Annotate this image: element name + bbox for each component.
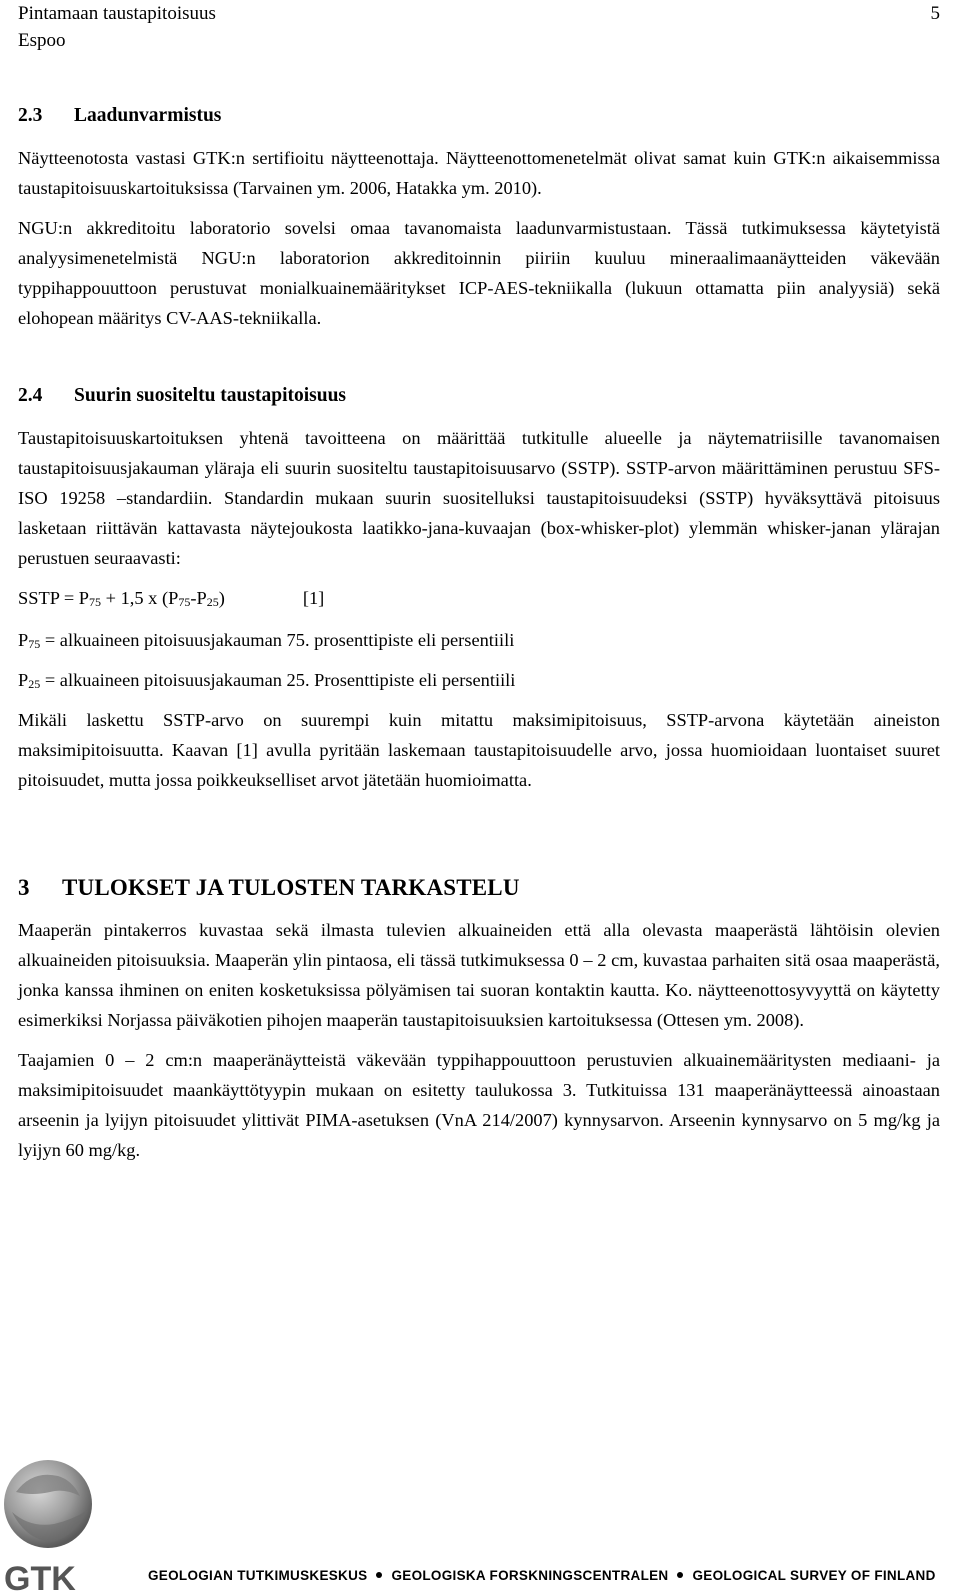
page-number: 5	[930, 3, 940, 24]
definition-text: = alkuaineen pitoisuusjakauman 25. Prosenttipiste eli persentiili	[40, 670, 516, 690]
separator-dot	[376, 1572, 382, 1578]
paragraph-2-3-2: NGU:n akkreditoitu laboratorio sovelsi omaa tavanomaista laadunvarmistustaan. Tässä tutkimuksessa käytetyistä analyysimenetelmistä NGU:n laboratorion akkreditoinnin piiriin kuuluu mineraalimaanäytteiden väkevään typpihappouuttoon perustuvat monialkuainemääritykset ICP-AES-tekniikalla (lukuun ottamatta piin analyysiä) sekä elohopean määritys CV-AAS-tekniikalla.	[18, 218, 940, 328]
header-row	[18, 0, 940, 27]
page-footer	[0, 1440, 960, 1594]
paragraph-2-3-1: Näytteenotosta vastasi GTK:n sertifioitu näytteenottaja. Näytteenottomenetelmät olivat samat kuin GTK:n aikaisemmissa taustapitoisuuskartoituksissa (Tarvainen ym. 2006, Hatakka ym. 2010).	[18, 148, 940, 198]
org-name-fi: GEOLOGIAN TUTKIMUSKESKUS	[148, 1568, 368, 1583]
org-name-en: GEOLOGICAL SURVEY OF FINLAND	[692, 1568, 936, 1583]
sstp-formula	[18, 583, 940, 613]
paragraph-2-4-1: Taustapitoisuuskartoituksen yhtenä tavoitteena on määrittää tutkitulle alueelle ja näytematriisille tavanomaisen taustapitoisuusjakauman yläraja eli suurin suositeltu taustapitoisuusarvo (SSTP). SSTP-arvon määrittäminen perustuu SFS-ISO 19258 –standardiin. Standardin mukaan suurin suositelluksi taustapitoisuudeksi (SSTP) hyväksyttävä pitoisuus lasketaan riittävän kattavasta näytejoukosta laatikko-jana-kuvaajan (box-whisker-plot) ylemmän whisker-janan ylärajan perustuen seuraavasti:	[18, 428, 940, 568]
org-name-sv: GEOLOGISKA FORSKNINGSCENTRALEN	[391, 1568, 669, 1583]
paragraph-3-2: Taajamien 0 – 2 cm:n maaperänäytteistä väkevään typpihappouuttoon perustuvien alkuainemääritysten mediaani- ja maksimipitoisuudet maankäyttötyypin mukaan on esitetty taulukossa 3. Tutkituissa 131 maaperänäytteessä ainoastaan arseenin ja lyijyn pitoisuudet ylittivät PIMA-asetuksen (VnA 214/2007) kynnysarvon. Arseenin kynnysarvo on 5 mg/kg ja lyijyn 60 mg/kg.	[18, 1050, 940, 1160]
definition-symbol: P	[18, 670, 29, 690]
definition-subscript: 25	[28, 677, 41, 691]
paragraph-2-4-2: Mikäli laskettu SSTP-arvo on suurempi kuin mitattu maksimipitoisuus, SSTP-arvona käytetään aineiston maksimipitoisuutta. Kaavan [1] avulla pyritään laskemaan taustapitoisuudelle arvo, jossa huomioidaan luontaiset suuret pitoisuudet, mutta jossa poikkeukselliset arvot jätetään huomioimatta.	[18, 710, 940, 790]
paragraph-3-1: Maaperän pintakerros kuvastaa sekä ilmasta tulevien alkuaineiden että alla olevasta maaperästä lähtöisin olevien alkuaineiden pitoisuuksia. Maaperän ylin pintaosa, eli tässä tutkimuksessa 0 – 2 cm, kuvastaa parhaiten sitä osaa maaperästä, jonka kanssa ihminen on eniten kosketuksissa pölyämisen tai suoran kontaktin kautta. Ko. näytteenottosyvyyttä on käytetty esimerkiksi Norjassa päiväkotien pihojen maaperän taustapitoisuuksien kartoituksessa (Ottesen ym. 2008).	[18, 920, 940, 1030]
definition-subscript: 75	[28, 637, 41, 651]
separator-dot	[677, 1572, 683, 1578]
chapter-number: 3	[18, 875, 30, 900]
section-title: Suurin suositeltu taustapitoisuus	[74, 385, 347, 406]
spacer	[18, 805, 940, 873]
header-location: Espoo	[18, 30, 66, 51]
formula-subscript: 25	[206, 595, 219, 609]
page-header	[18, 0, 940, 54]
chapter-title: TULOKSET JA TULOSTEN TARKASTELU	[62, 875, 520, 900]
section-number: 2.4	[18, 385, 43, 406]
organization-names	[148, 1568, 936, 1583]
section-title: Laadunvarmistus	[74, 105, 222, 126]
formula-part: )	[218, 588, 225, 608]
formula-subscript: 75	[89, 595, 102, 609]
header-location-row	[18, 27, 940, 54]
formula-reference: [1]	[302, 588, 325, 608]
gtk-logo-icon	[2, 1440, 94, 1592]
formula-subscript: 75	[178, 595, 191, 609]
section-number: 2.3	[18, 105, 43, 126]
logo-text: GTK	[4, 1560, 76, 1592]
definition-text: = alkuaineen pitoisuusjakauman 75. prosenttipiste eli persentiili	[40, 630, 515, 650]
formula-part: -P	[190, 588, 207, 608]
formula-part: + 1,5 x (P	[101, 588, 179, 608]
definition-p75	[18, 625, 940, 655]
definition-p25	[18, 665, 940, 695]
section-heading-2-3	[18, 103, 940, 129]
page-body	[18, 103, 940, 1175]
header-title: Pintamaan taustapitoisuus	[18, 3, 216, 24]
definition-symbol: P	[18, 630, 29, 650]
formula-part: SSTP = P	[18, 588, 90, 608]
spacer	[18, 343, 940, 383]
chapter-heading-3	[18, 873, 940, 903]
section-heading-2-4	[18, 383, 940, 409]
